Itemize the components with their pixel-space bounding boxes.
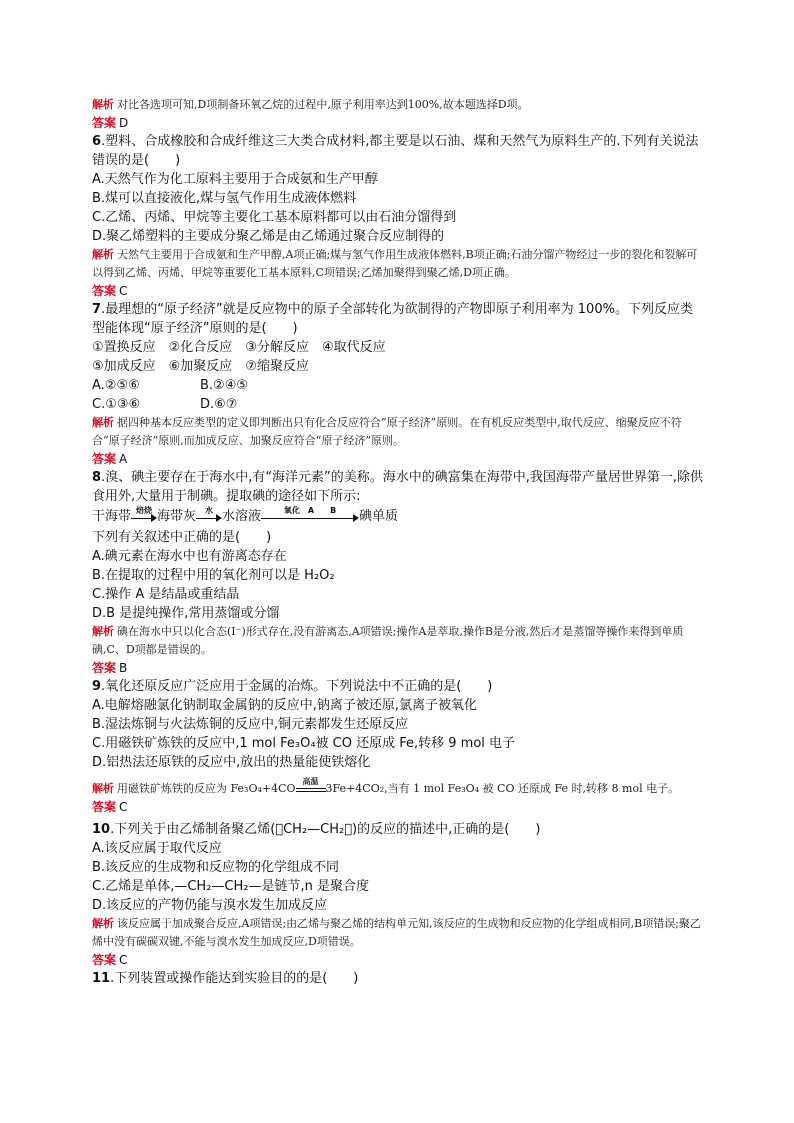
flow-arrow-2: 水 [196, 509, 222, 525]
flow-step-kelp-ash: 海带灰 [157, 509, 197, 524]
question-7: 7.最理想的“原子经济”就是反应物中的原子全部转化为欲制得的产物即原子利用率为 100%。下列反应类型能体现“原子经济”原则的是( ) [92, 302, 693, 336]
high-temp-condition-arrow: 高温 [296, 782, 326, 796]
q9-option-d: D.铝热法还原铁的反应中,放出的热量能使铁熔化 [92, 755, 371, 770]
analysis-q7: 解析 据四种基本反应类型的定义即判断出只有化合反应符合“原子经济”原则。在有机反应类型中,取代反应、缩聚反应不符合“原子经济”原则,而加成反应、加聚反应符合“原子经济”原则。 [92, 416, 682, 447]
q9-option-b: B.湿法炼铜与火法炼铜的反应中,铜元素都发生还原反应 [92, 717, 409, 732]
analysis-q6: 解析 天然气主要用于合成氨和生产甲醇,A项正确;煤与氢气作用生成液体燃料,B项正确;石油分馏产物经过一步的裂化和裂解可以得到乙烯、丙烯、甲烷等重要化工基本原料,C项错误;乙烯加聚得到聚乙烯,D项正确。 [92, 248, 698, 279]
answer-q6: 答案 C [92, 284, 128, 298]
q7-option-b: B.②④⑤ [200, 378, 249, 393]
analysis-q5: 解析 对比各选项可知,D项制备环氧乙烷的过程中,原子利用率达到100%,故本题选择D项。 [92, 98, 529, 111]
q6-option-d: D.聚乙烯塑料的主要成分聚乙烯是由乙烯通过聚合反应制得的 [92, 229, 445, 244]
answer-q7: 答案 A [92, 452, 128, 466]
answer-q9: 答案 C [92, 800, 128, 814]
q7-options-ab [92, 376, 704, 395]
question-8: 8.溴、碘主要存在于海水中,有“海洋元素”的美称。海水中的碘富集在海带中,我国海带产量居世界第一,除供食用外,大量用于制碘。提取碘的途径如下所示: [92, 470, 704, 504]
q7-option-a: A.②⑤⑥ [92, 378, 140, 393]
answer-q10: 答案 C [92, 953, 128, 967]
q7-options-cd [92, 395, 704, 414]
flow-arrow-3: 氧化 A B [261, 509, 359, 525]
worksheet-page [92, 96, 704, 988]
flow-arrow-1: 焙烧 [131, 509, 157, 525]
answer-q5: 答案 D [92, 116, 129, 130]
q8-option-d: D.B 是提纯操作,常用蒸馏或分馏 [92, 606, 280, 621]
q10-option-d: D.该反应的产物仍能与溴水发生加成反应 [92, 898, 328, 913]
q8-option-c: C.操作 A 是结晶或重结晶 [92, 587, 240, 602]
question-6: 6.塑料、合成橡胶和合成纤维这三大类合成材料,都主要是以石油、煤和天然气为原料生产的.下列有关说法错误的是( ) [92, 134, 699, 168]
q6-option-b: B.煤可以直接液化,煤与氢气作用生成液体燃料 [92, 191, 357, 206]
q10-option-c: C.乙烯是单体,—CH₂—CH₂—是链节,n 是聚合度 [92, 879, 369, 894]
q6-option-a: A.天然气作为化工原料主要用于合成氨和生产甲醇 [92, 172, 378, 187]
question-11: 11.下列装置或操作能达到实验目的的是( ) [92, 971, 359, 986]
flow-step-dry-kelp: 干海带 [92, 509, 132, 524]
analysis-q8: 解析 碘在海水中只以化合态(I⁻)形式存在,没有游离态,A项错误;操作A是萃取,操作B是分液,然后才是蒸馏等操作来得到单质碘,C、D项都是错误的。 [92, 625, 684, 656]
question-10: 10.下列关于由乙烯制备聚乙烯(􀰷CH₂—CH₂􀰸)的反应的描述中,正确的是( ) [92, 822, 541, 837]
answer-q8: 答案 B [92, 661, 128, 675]
q9-option-c: C.用磁铁矿炼铁的反应中,1 mol Fe₃O₄被 CO 还原成 Fe,转移 9 mol 电子 [92, 736, 516, 751]
analysis-q10: 解析 该反应属于加成聚合反应,A项错误;由乙烯与聚乙烯的结构单元知,该反应的生成物和反应物的化学组成相同,B项错误;聚乙烯中没有碳碳双键,不能与溴水发生加成反应,D项错误。 [92, 917, 701, 948]
q7-option-c: C.①③⑥ [92, 397, 141, 412]
iodine-extraction-flow [92, 506, 704, 528]
q8-option-a: A.碘元素在海水中也有游离态存在 [92, 549, 287, 564]
q7-reaction-list-1: ①置换反应 ②化合反应 ③分解反应 ④取代反应 [92, 340, 386, 355]
q10-option-a: A.该反应属于取代反应 [92, 841, 222, 856]
flow-step-solution: 水溶液 [222, 509, 262, 524]
q7-option-d: D.⑥⑦ [200, 397, 238, 412]
q6-option-c: C.乙烯、丙烯、甲烷等主要化工基本原料都可以由石油分馏得到 [92, 210, 457, 225]
q8-option-b: B.在提取的过程中用的氧化剂可以是 H₂O₂ [92, 568, 335, 583]
q7-reaction-list-2: ⑤加成反应 ⑥加聚反应 ⑦缩聚反应 [92, 359, 309, 374]
q8-sub-question: 下列有关叙述中正确的是( ) [92, 530, 272, 545]
q9-option-a: A.电解熔融氯化钠制取金属钠的反应中,钠离子被还原,氯离子被氧化 [92, 698, 478, 713]
question-9: 9.氧化还原反应广泛应用于金属的冶炼。下列说法中不正确的是( ) [92, 679, 493, 694]
flow-step-iodine: 碘单质 [359, 509, 399, 524]
analysis-q9: 解析 用磁铁矿炼铁的反应为 Fe₃O₄+4CO 高温 3Fe+4CO₂,当有 1 mol Fe₃O₄ 被 CO 还原成 Fe 时,转移 8 mol 电子。 [92, 776, 680, 795]
q10-option-b: B.该反应的生成物和反应物的化学组成不同 [92, 860, 340, 875]
